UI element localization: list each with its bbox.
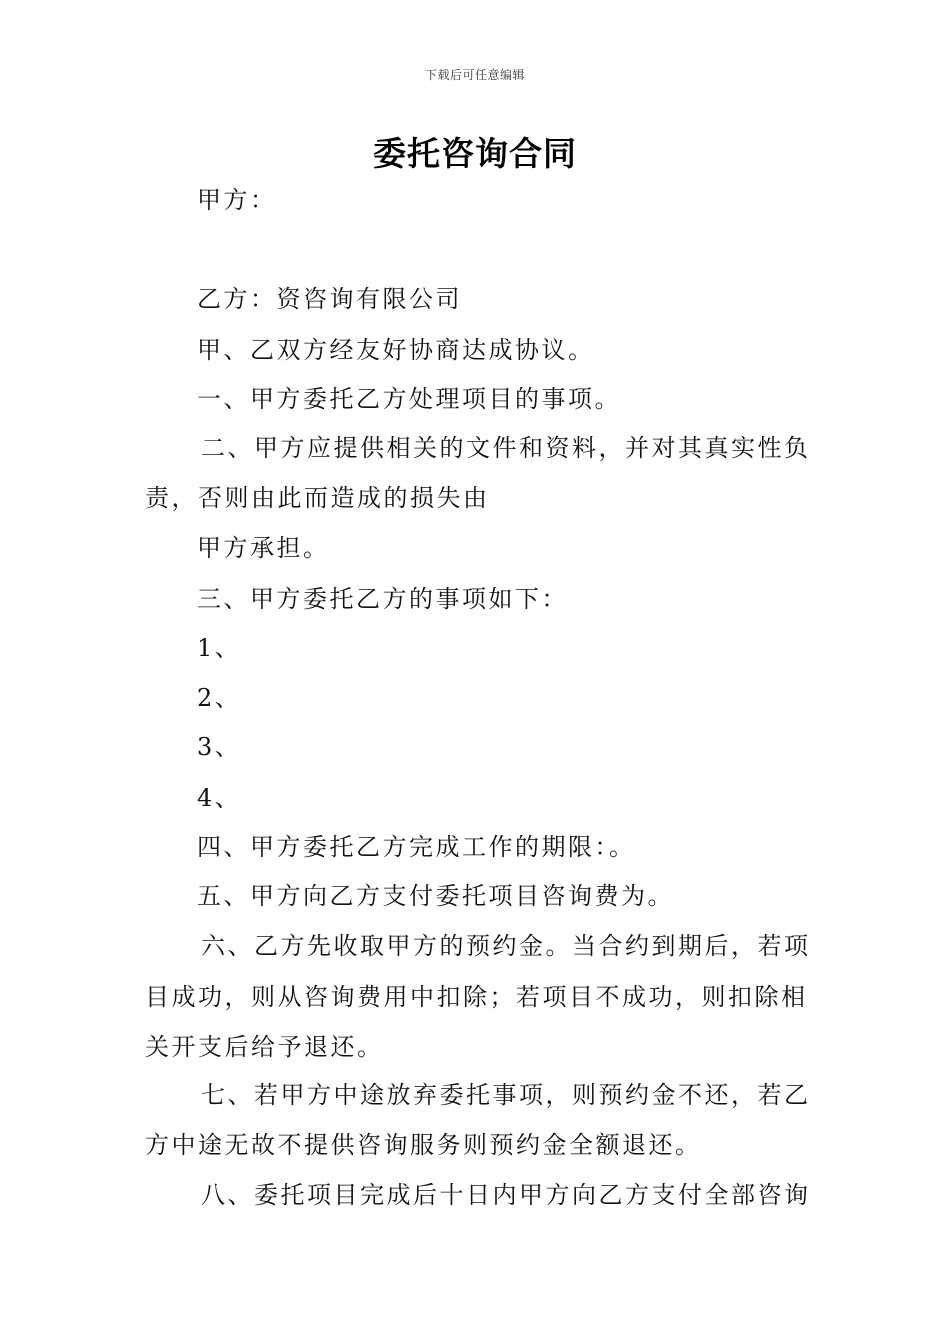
clause-6-line-2: 目成功，则从咨询费用中扣除；若项目不成功，则扣除相 bbox=[145, 983, 808, 1011]
clause-6-line-3: 关开支后给予退还。 bbox=[145, 1033, 384, 1061]
clause-3: 三、甲方委托乙方的事项如下： bbox=[197, 585, 568, 613]
header-note: 下载后可任意编辑 bbox=[424, 68, 525, 82]
clause-2-line-1: 二、甲方应提供相关的文件和资料，并对其真实性负 bbox=[201, 434, 811, 462]
clause-4: 四、甲方委托乙方完成工作的期限：。 bbox=[197, 833, 636, 861]
party-a-line: 甲方： bbox=[197, 186, 277, 214]
clause-8-line-1: 八、委托项目完成后十日内甲方向乙方支付全部咨询 bbox=[201, 1181, 811, 1209]
document-title: 委托咨询合同 bbox=[373, 134, 577, 173]
clause-1: 一、甲方委托乙方处理项目的事项。 bbox=[197, 385, 621, 413]
clause-2-line-2: 责，否则由此而造成的损失由 bbox=[145, 484, 490, 512]
clause-7-line-2: 方中途无故不提供咨询服务则预约金全额退还。 bbox=[145, 1131, 702, 1159]
list-item-1: 1、 bbox=[197, 634, 242, 662]
list-item-2: 2、 bbox=[197, 684, 242, 712]
clause-5: 五、甲方向乙方支付委托项目咨询费为。 bbox=[197, 882, 674, 910]
list-item-4: 4、 bbox=[197, 784, 242, 812]
party-b-line: 乙方：资咨询有限公司 bbox=[197, 285, 462, 313]
list-item-3: 3、 bbox=[197, 733, 242, 761]
clause-2-line-3: 甲方承担。 bbox=[197, 534, 330, 562]
clause-6-line-1: 六、乙方先收取甲方的预约金。当合约到期后，若项 bbox=[201, 932, 811, 960]
clause-7-line-1: 七、若甲方中途放弃委托事项，则预约金不还，若乙 bbox=[201, 1081, 811, 1109]
agreement-intro: 甲、乙双方经友好协商达成协议。 bbox=[197, 336, 595, 364]
